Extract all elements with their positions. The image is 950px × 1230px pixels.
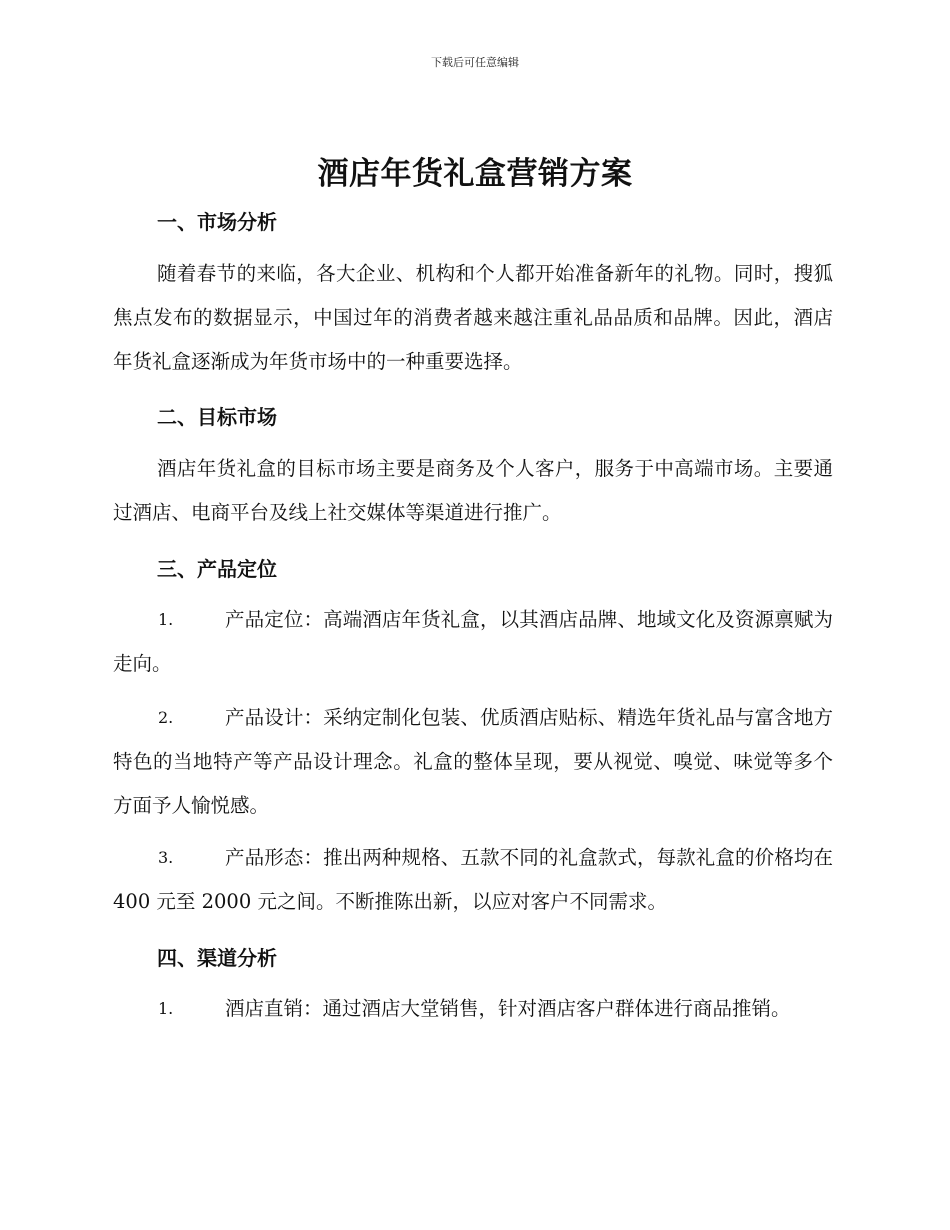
section-heading-target-market: 二、目标市场	[157, 405, 277, 429]
section-paragraph-target-market: 酒店年货礼盒的目标市场主要是商务及个人客户，服务于中高端市场。主要通过酒店、电商平台及线上社交媒体等渠道进行推广。	[113, 457, 833, 524]
list-item	[113, 836, 833, 924]
list-item	[113, 987, 833, 1031]
list-item-number: 1.	[158, 999, 174, 1018]
list-item-number: 2.	[158, 708, 174, 727]
section-heading-product-positioning: 三、产品定位	[157, 557, 277, 581]
section-heading-market-analysis: 一、市场分析	[157, 210, 277, 234]
list-item-text: 产品定位：高端酒店年货礼盒，以其酒店品牌、地域文化及资源禀赋为走向。	[113, 608, 833, 675]
list-item-number: 3.	[158, 848, 174, 867]
list-item	[113, 696, 833, 828]
list-item-text: 酒店直销：通过酒店大堂销售，针对酒店客户群体进行商品推销。	[225, 997, 791, 1020]
section-heading-channel-analysis: 四、渠道分析	[157, 946, 277, 970]
list-item-number: 1.	[158, 610, 174, 629]
header-note: 下载后可任意编辑	[431, 56, 519, 69]
list-item	[113, 598, 833, 686]
list-item-text: 产品设计：采纳定制化包装、优质酒店贴标、精选年货礼品与富含地方特色的当地特产等产品设计理念。礼盒的整体呈现，要从视觉、嗅觉、味觉等多个方面予人愉悦感。	[113, 706, 833, 817]
list-item-text: 产品形态：推出两种规格、五款不同的礼盒款式，每款礼盒的价格均在 400 元至 2000 元之间。不断推陈出新，以应对客户不同需求。	[113, 846, 833, 913]
section-paragraph-market-analysis: 随着春节的来临，各大企业、机构和个人都开始准备新年的礼物。同时，搜狐焦点发布的数据显示，中国过年的消费者越来越注重礼品品质和品牌。因此，酒店年货礼盒逐渐成为年货市场中的一种重要选择。	[113, 262, 833, 373]
document-title: 酒店年货礼盒营销方案	[317, 156, 633, 192]
